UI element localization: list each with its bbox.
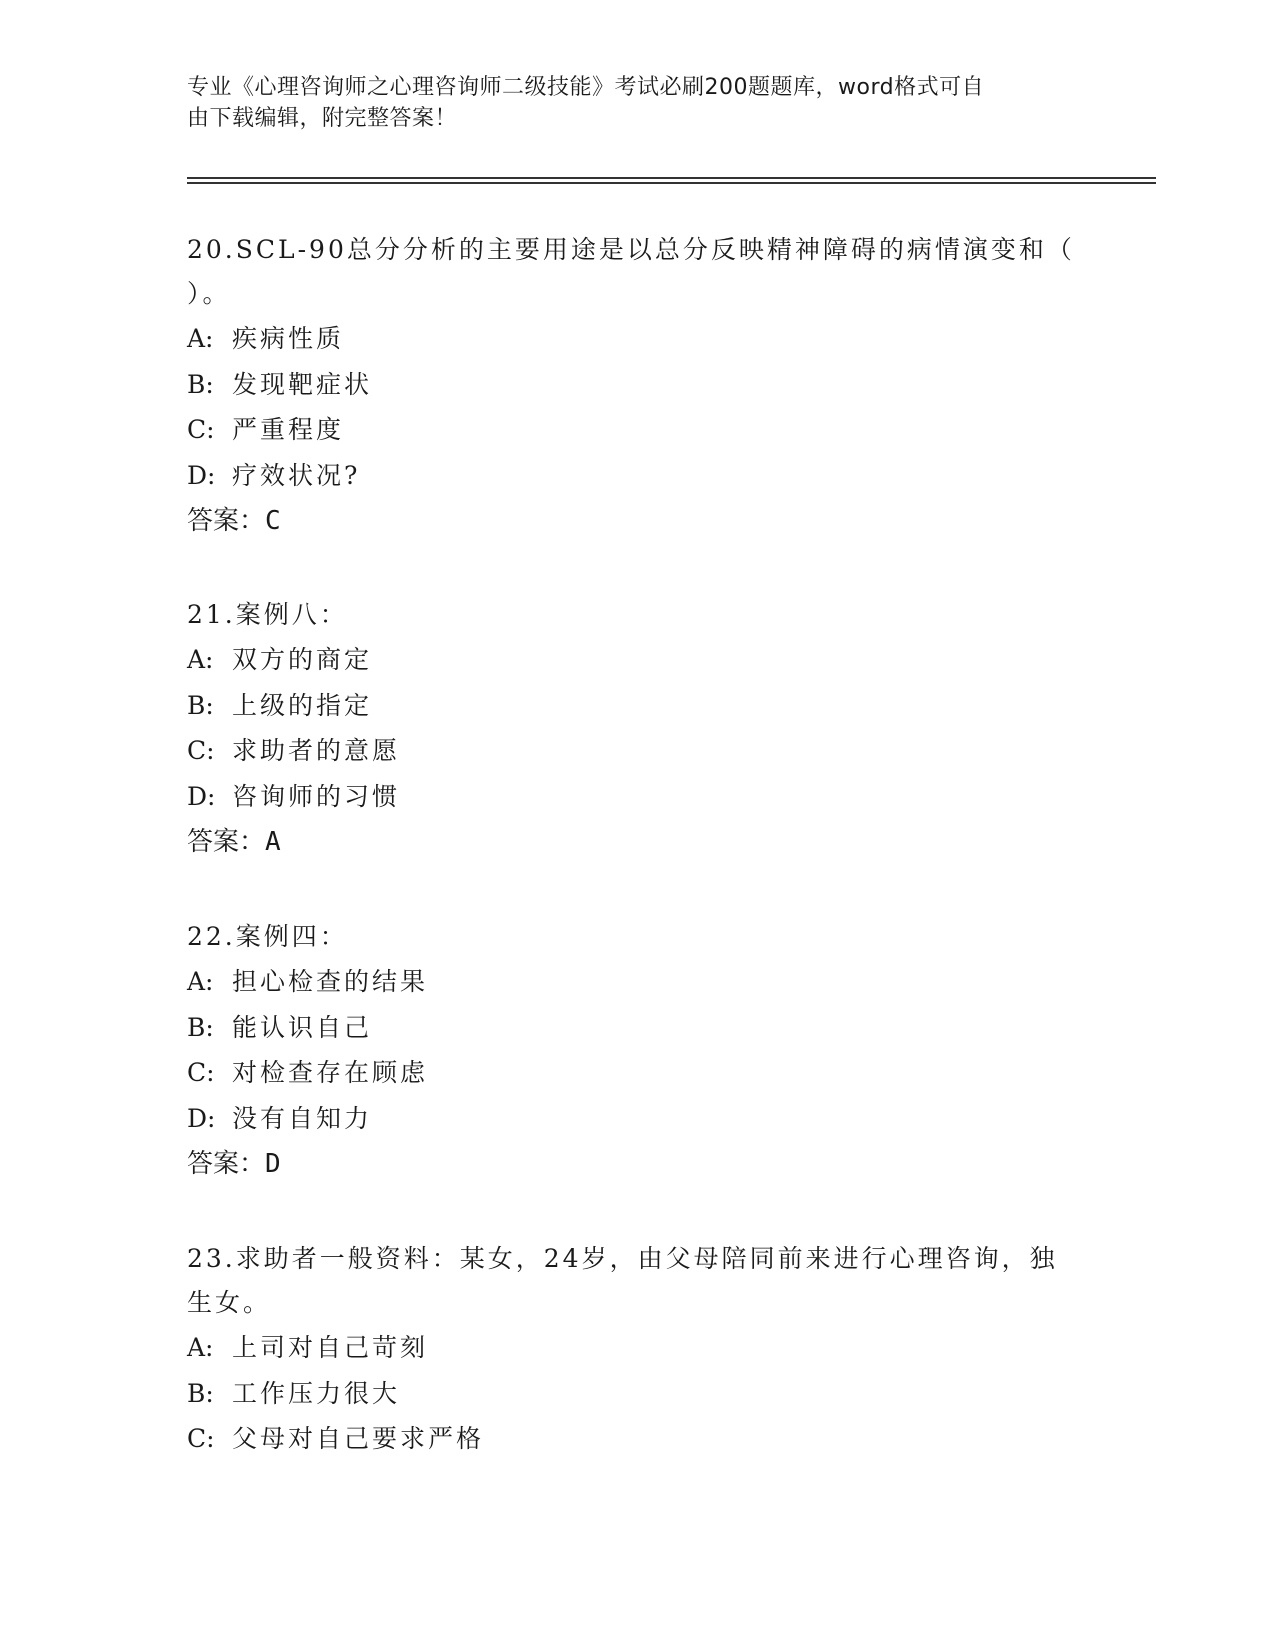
option-key: D: (187, 1103, 216, 1133)
question-stem-line-1: 22.案例四： (187, 922, 348, 951)
option-b (187, 1371, 1087, 1417)
option-text: 双方的商定 (232, 645, 373, 674)
question-stem-line-1: 20.SCL-90总分分析的主要用途是以总分反映精神障碍的病情演变和（ (187, 235, 1075, 264)
option-key: B: (187, 1378, 214, 1408)
option-key: A: (187, 324, 214, 353)
option-key: C: (187, 1058, 215, 1087)
option-c (187, 1416, 1087, 1462)
option-a (187, 1325, 1087, 1371)
option-a (187, 637, 1087, 683)
option-key: B: (187, 1012, 214, 1042)
option-key: A: (187, 645, 214, 674)
option-d (187, 774, 1087, 820)
question-20 (187, 228, 1087, 544)
option-text: 没有自知力 (232, 1103, 373, 1133)
option-key: B: (187, 690, 214, 720)
option-text: 求助者的意愿 (232, 736, 401, 765)
option-text: 对检查存在顾虑 (232, 1058, 429, 1087)
option-key: D: (187, 781, 216, 811)
option-c (187, 407, 1087, 453)
question-stem-line-2: ）。 (187, 279, 231, 308)
header-divider-bottom (187, 182, 1156, 184)
option-key: C: (187, 415, 215, 444)
option-d (187, 1096, 1087, 1142)
header-line-1: 专业《心理咨询师之心理咨询师二级技能》考试必刷200题题库，word格式可自 (187, 75, 985, 100)
option-text: 疾病性质 (232, 324, 345, 353)
header-line-2: 由下载编辑，附完整答案！ (187, 106, 458, 131)
option-d (187, 453, 1087, 499)
question-21 (187, 593, 1087, 865)
option-key: B: (187, 369, 214, 399)
answer-line (187, 819, 1087, 865)
answer-value: A (265, 827, 281, 857)
question-stem-line-1: 23.求助者一般资料：某女，24岁，由父母陪同前来进行心理咨询，独 (187, 1244, 1058, 1273)
answer-label: 答案： (187, 827, 266, 857)
option-a (187, 316, 1087, 362)
option-c (187, 728, 1087, 774)
option-key: A: (187, 1333, 214, 1362)
option-text: 能认识自己 (232, 1012, 373, 1042)
option-text: 父母对自己要求严格 (232, 1424, 485, 1453)
answer-label: 答案： (187, 506, 266, 536)
document-header (187, 72, 1067, 134)
option-a (187, 959, 1087, 1005)
option-key: A: (187, 967, 214, 996)
header-divider-top (187, 177, 1156, 179)
option-text: 工作压力很大 (232, 1378, 401, 1408)
option-text: 担心检查的结果 (232, 967, 429, 996)
answer-line (187, 1141, 1087, 1187)
answer-line (187, 498, 1087, 544)
option-key: D: (187, 460, 216, 490)
option-text: 咨询师的习惯 (232, 781, 401, 811)
option-text: 上级的指定 (232, 690, 373, 720)
question-stem-line-1: 21.案例八： (187, 600, 348, 629)
option-b (187, 683, 1087, 729)
answer-value: D (265, 1149, 281, 1179)
question-23 (187, 1237, 1087, 1462)
option-b (187, 1005, 1087, 1051)
answer-label: 答案： (187, 1149, 266, 1179)
option-key: C: (187, 1424, 215, 1453)
question-stem-line-2: 生女。 (187, 1288, 272, 1317)
answer-value: C (265, 506, 281, 536)
option-b (187, 362, 1087, 408)
option-text: 上司对自己苛刻 (232, 1333, 429, 1362)
option-c (187, 1050, 1087, 1096)
option-text: 严重程度 (232, 415, 345, 444)
option-text: 发现靶症状 (232, 369, 373, 399)
option-text: 疗效状况? (232, 460, 361, 490)
question-22 (187, 915, 1087, 1187)
option-key: C: (187, 736, 215, 765)
